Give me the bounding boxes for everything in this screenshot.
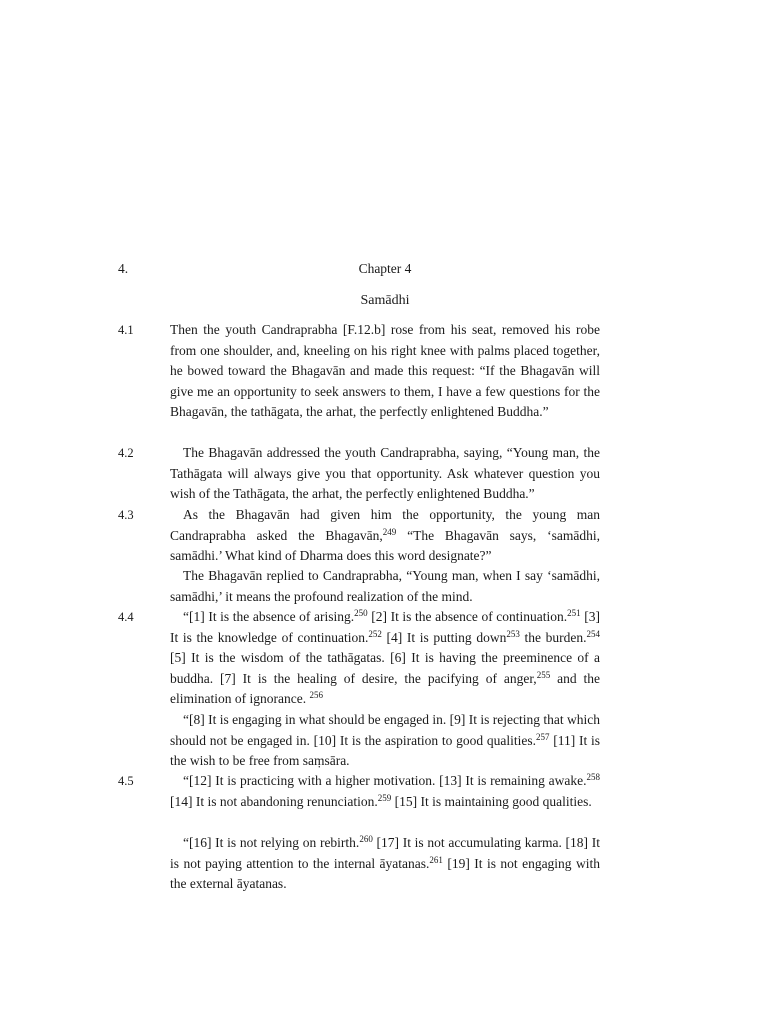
footnote-ref[interactable]: 253 — [506, 628, 520, 639]
paragraph-text: [15] It is maintaining good qualities. — [391, 793, 592, 809]
paragraph-text: [2] It is the absence of continuation. — [367, 609, 568, 624]
paragraph-text: the burden. — [519, 629, 587, 645]
paragraph — [170, 505, 600, 567]
paragraph-text: [4] It is putting down — [381, 629, 507, 645]
footnote-ref[interactable]: 255 — [536, 669, 551, 680]
paragraph — [170, 833, 600, 895]
chapter-title: Chapter 4 — [358, 261, 412, 276]
paragraph-text: [17] It is not accumulating karma. [18] It is not paying attention to the internal āyatanas. — [170, 835, 600, 871]
footnote-ref[interactable]: 261 — [429, 854, 443, 865]
paragraph-text: The Bhagavān addressed the youth Candraprabha, saying, “Young man, the Tathāgata will always give you that opportunity. Ask whatever question you wish of the Tathāgata, the arhat, the perfectly enlightened Buddha.” — [170, 445, 600, 502]
paragraph-text: “[1] It is the absence of arising. — [183, 609, 355, 624]
paragraph-text: “[16] It is not relying on rebirth. — [183, 835, 360, 850]
paragraph — [170, 607, 600, 710]
paragraph — [170, 566, 600, 607]
paragraph-text: and the elimination of ignorance. — [170, 670, 600, 707]
footnote-ref[interactable]: 252 — [368, 628, 382, 639]
paragraph-text: Then the youth Candraprabha [F.12.b] rose from his seat, removed his robe from one shoulder, and, kneeling on his right knee with palms placed together, he bowed toward the Bhagavān and made this request: “If the Bhagavān will give me an opportunity to seek answers to them, I have a few questions for the Bhagavān, the tathāgata, the arhat, the perfectly enlightened Buddha.” — [170, 322, 600, 420]
paragraph — [170, 771, 600, 812]
footnote-ref[interactable]: 260 — [359, 834, 373, 844]
footnote-ref[interactable]: 254 — [586, 628, 600, 639]
paragraph-text: “[12] It is practicing with a higher motivation. [13] It is remaining awake. — [183, 773, 587, 788]
paragraph — [170, 320, 600, 423]
paragraph-text: “[8] It is engaging in what should be engaged in. [9] It is rejecting that which should not be engaged in. [10] It is the aspiration to good qualities. — [170, 712, 600, 748]
paragraph-text: [19] It is not engaging with the external āyatanas. — [170, 855, 601, 892]
footnote-ref[interactable]: 250 — [354, 608, 368, 618]
paragraph-text: The Bhagavān replied to Candraprabha, “Young man, when I say ‘samādhi, samādhi,’ it means the profound realization of the mind. — [170, 568, 600, 604]
paragraph-number: 4.1 — [118, 323, 134, 337]
footnote-ref[interactable]: 251 — [567, 608, 581, 618]
footnote-ref[interactable]: 259 — [377, 792, 392, 803]
footnote-ref[interactable]: 249 — [382, 526, 397, 537]
paragraph-number: 4.5 — [118, 774, 134, 788]
paragraph-text: [14] It is not abandoning renunciation. — [170, 793, 378, 809]
paragraph — [170, 443, 600, 505]
chapter-number: 4. — [118, 261, 129, 276]
footnote-ref[interactable]: 258 — [586, 772, 600, 782]
paragraph — [170, 710, 600, 772]
paragraph-text: [5] It is the wisdom of the tathāgatas. [6] It is having the preeminence of a buddha. [7] It is the healing of desire, the pacifying of anger, — [170, 650, 600, 686]
paragraph-number: 4.3 — [118, 508, 134, 522]
paragraph-text: [3] It is the knowledge of continuation. — [170, 609, 600, 645]
paragraph-number: 4.2 — [118, 446, 134, 460]
paragraph-number: 4.4 — [118, 610, 134, 624]
paragraph-text: As the Bhagavān had given him the opportunity, the young man Candraprabha asked the Bhagavān, — [170, 507, 600, 543]
footnote-ref[interactable]: 256 — [309, 690, 323, 701]
chapter-subtitle: Samādhi — [360, 293, 410, 308]
paragraph-text: “The Bhagavān says, ‘samādhi, samādhi.’ What kind of Dharma does this word designate?” — [170, 527, 600, 564]
paragraph-text: [11] It is the wish to be free from saṃsāra. — [170, 732, 601, 769]
footnote-ref[interactable]: 257 — [536, 731, 550, 742]
